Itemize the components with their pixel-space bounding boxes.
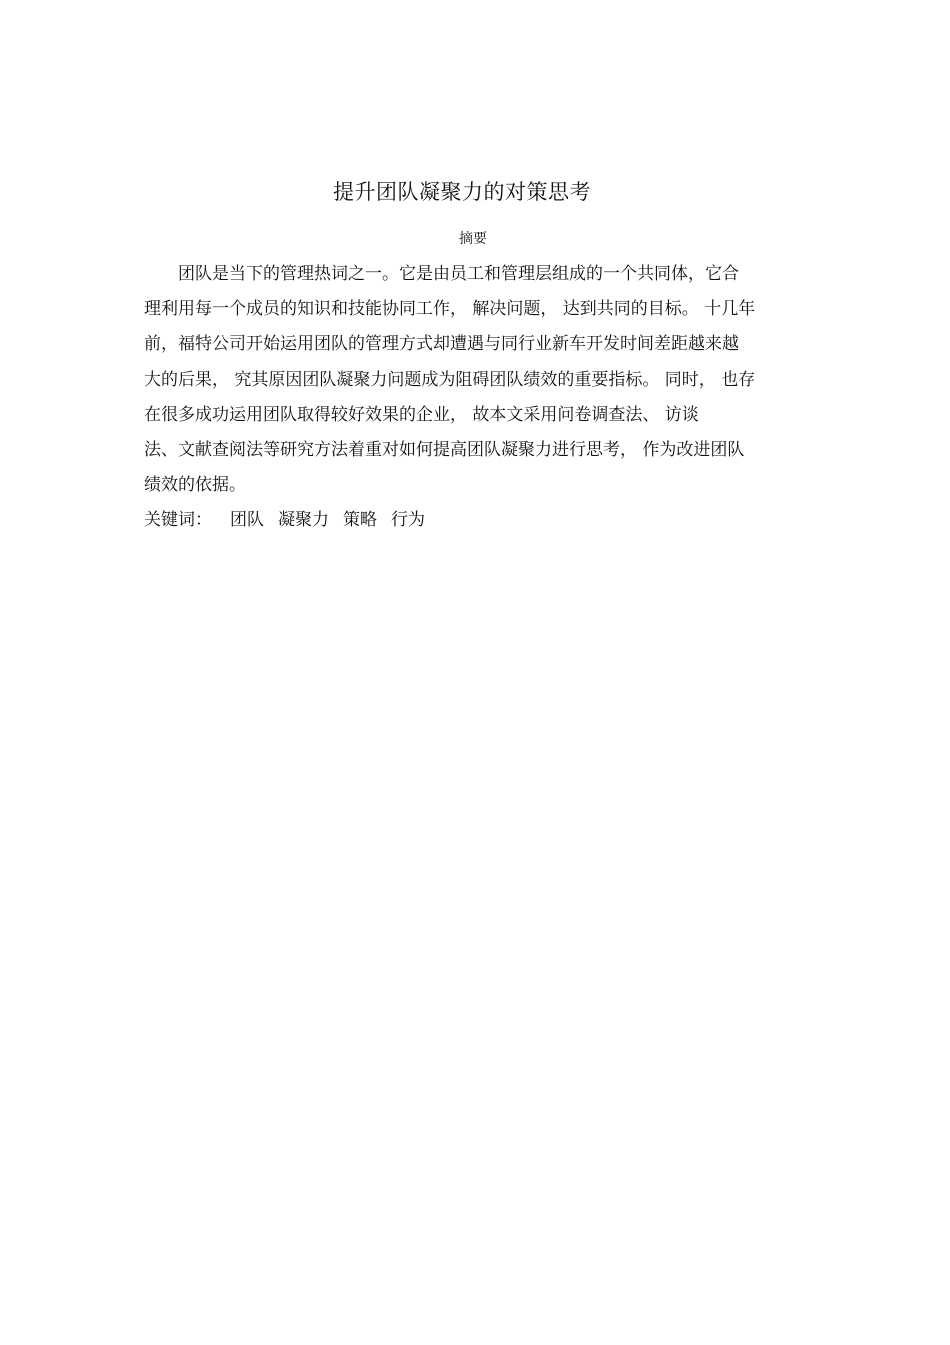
- keyword: 凝聚力: [278, 510, 329, 530]
- paper-title: 提升团队凝聚力的对策思考: [333, 180, 591, 204]
- keyword: 团队: [230, 510, 264, 530]
- abstract-line-6: 法、文献查阅法等研究方法着重对如何提高团队凝聚力进行思考， 作为改进团队: [144, 440, 745, 460]
- keyword: 行为: [391, 510, 425, 530]
- abstract-line-5: 在很多成功运用团队取得较好效果的企业， 故本文采用问卷调查法、 访谈: [144, 405, 699, 425]
- keywords-row: [144, 508, 439, 532]
- abstract-line-4: 大的后果， 究其原因团队凝聚力问题成为阻碍团队绩效的重要指标。 同时， 也存: [144, 370, 756, 390]
- keyword: 策略: [343, 510, 377, 530]
- abstract-line-7: 绩效的依据。: [144, 475, 246, 495]
- abstract-line-2: 理利用每一个成员的知识和技能协同工作， 解决问题， 达到共同的目标。 十几年: [144, 299, 756, 319]
- abstract-line-3: 前，福特公司开始运用团队的管理方式却遭遇与同行业新车开发时间差距越来越: [144, 334, 739, 354]
- abstract-line-1: 团队是当下的管理热词之一。它是由员工和管理层组成的一个共同体，它合: [178, 264, 739, 284]
- abstract-heading: 摘要: [459, 231, 487, 247]
- keywords-label: 关键词：: [144, 510, 212, 530]
